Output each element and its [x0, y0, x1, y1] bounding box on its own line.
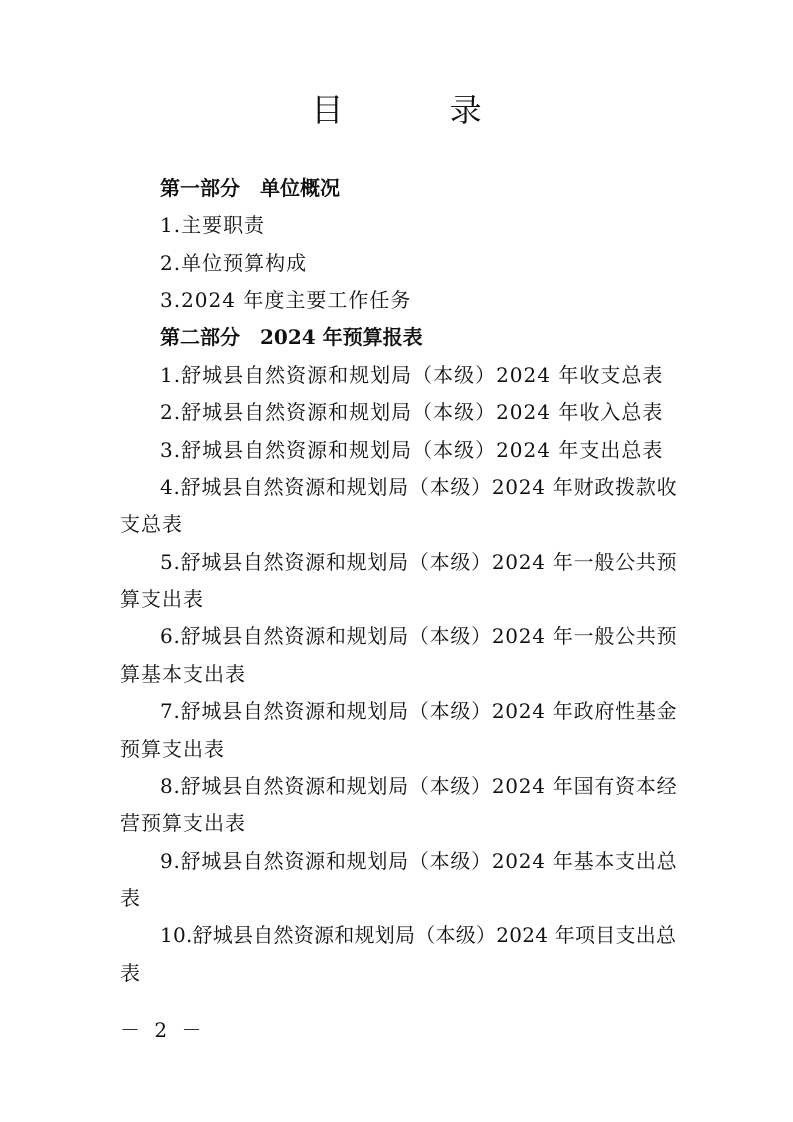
- page-title: 目 录: [311, 91, 530, 129]
- toc-item-continuation: 算基本支出表: [120, 662, 246, 686]
- toc-item: 2.舒城县自然资源和规划局（本级）2024 年收入总表: [160, 400, 664, 424]
- part1-heading: 第一部分 单位概况: [160, 176, 340, 200]
- toc-item: 6.舒城县自然资源和规划局（本级）2024 年一般公共预: [160, 624, 678, 648]
- toc-item: 10.舒城县自然资源和规划局（本级）2024 年项目支出总: [160, 923, 677, 947]
- toc-item-continuation: 表: [120, 961, 141, 985]
- page-number: － 2 －: [120, 1018, 206, 1042]
- part2-heading: 第二部分 2024 年预算报表: [160, 325, 423, 349]
- toc-item-continuation: 算支出表: [120, 587, 204, 611]
- toc-item-continuation: 营预算支出表: [120, 811, 246, 835]
- toc-item: 5.舒城县自然资源和规划局（本级）2024 年一般公共预: [160, 550, 678, 574]
- toc-item-continuation: 支总表: [120, 512, 183, 536]
- toc-item: 4.舒城县自然资源和规划局（本级）2024 年财政拨款收: [160, 475, 678, 499]
- toc-item: 3.舒城县自然资源和规划局（本级）2024 年支出总表: [160, 438, 664, 462]
- toc-item: 3.2024 年度主要工作任务: [160, 288, 412, 312]
- toc-item-continuation: 预算支出表: [120, 737, 225, 761]
- toc-item-continuation: 表: [120, 886, 141, 910]
- toc-item: 1.舒城县自然资源和规划局（本级）2024 年收支总表: [160, 363, 664, 387]
- toc-item: 7.舒城县自然资源和规划局（本级）2024 年政府性基金: [160, 699, 678, 723]
- toc-item: 9.舒城县自然资源和规划局（本级）2024 年基本支出总: [160, 849, 678, 873]
- toc-item: 8.舒城县自然资源和规划局（本级）2024 年国有资本经: [160, 774, 678, 798]
- toc-item: 2.单位预算构成: [160, 251, 308, 275]
- toc-item: 1.主要职责: [160, 213, 266, 237]
